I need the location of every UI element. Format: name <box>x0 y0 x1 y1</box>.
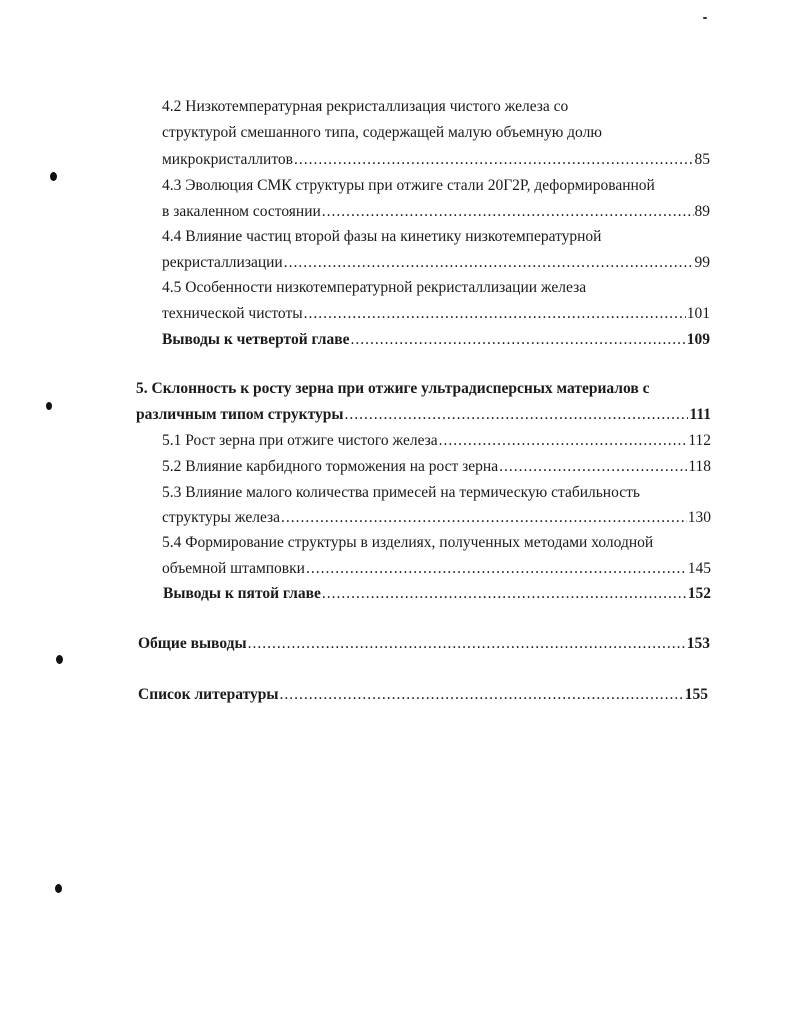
toc-page-number: 101 <box>686 305 710 322</box>
toc-entry-conclusions-4[interactable] <box>162 330 710 350</box>
toc-page-number: 145 <box>687 560 711 577</box>
toc-entry-4-2[interactable] <box>162 150 710 170</box>
dot-leader <box>439 431 688 451</box>
dot-leader <box>499 457 687 477</box>
toc-4-4-line1: 4.4 Влияние частиц второй фазы на кинетику низкотемпературной <box>162 228 602 245</box>
toc-chapter-5-line1: 5. Склонность к росту зерна при отжиге ультрадисперсных материалов с <box>136 380 650 397</box>
toc-entry-label: Список литературы <box>138 686 279 703</box>
toc-page-number: 99 <box>694 254 710 271</box>
binder-hole-mark <box>46 402 52 410</box>
toc-entry-5-4[interactable] <box>162 559 711 579</box>
toc-5-3-line1: 5.3 Влияние малого количества примесей на термическую стабильность <box>162 484 640 501</box>
toc-4-5-line1: 4.5 Особенности низкотемпературной рекристаллизации железа <box>162 279 587 296</box>
toc-entry-4-4[interactable] <box>162 253 710 273</box>
toc-entry-references[interactable] <box>138 685 708 705</box>
toc-entry-5-1[interactable] <box>162 431 711 451</box>
toc-entry-general-conclusions[interactable] <box>138 634 710 654</box>
dot-leader <box>306 559 687 579</box>
dot-leader <box>281 508 687 528</box>
dot-leader <box>344 405 688 425</box>
toc-entry-label: микрокристаллитов <box>162 151 293 168</box>
toc-entry-label: структуры железа <box>162 509 281 526</box>
toc-entry-label: 5.2 Влияние карбидного торможения на рост зерна <box>162 458 499 475</box>
toc-4-3-line1: 4.3 Эволюция СМК структуры при отжиге стали 20Г2Р, деформированной <box>162 177 655 194</box>
binder-hole-mark <box>55 884 62 893</box>
dot-leader <box>284 253 694 273</box>
dot-leader <box>248 634 686 654</box>
toc-page-number: 112 <box>688 432 711 449</box>
toc-page-number: 155 <box>684 686 708 703</box>
toc-entry-label: Общие выводы <box>138 635 247 652</box>
toc-4-2-line1: 4.2 Низкотемпературная рекристаллизация чистого железа со <box>162 98 569 115</box>
toc-entry-5-2[interactable] <box>162 457 711 477</box>
toc-5-4-line1: 5.4 Формирование структуры в изделиях, полученных методами холодной <box>162 534 654 551</box>
binder-hole-mark <box>56 655 63 664</box>
toc-page-number: 85 <box>694 151 710 168</box>
toc-page-number: 111 <box>689 406 711 423</box>
binder-hole-mark <box>50 172 57 181</box>
toc-entry-label: различным типом структуры <box>136 406 344 423</box>
toc-page-number: 118 <box>688 458 711 475</box>
toc-4-2-line2: структурой смешанного типа, содержащей малую объемную долю <box>162 124 602 141</box>
toc-page-number: 89 <box>694 203 710 220</box>
toc-page-number: 109 <box>686 331 710 348</box>
dot-leader <box>279 685 683 705</box>
scan-speck <box>703 17 707 19</box>
toc-entry-chapter-5[interactable] <box>136 405 711 425</box>
toc-entry-label: в закаленном состоянии <box>162 203 321 220</box>
toc-entry-5-3[interactable] <box>162 508 711 528</box>
toc-page-number: 130 <box>687 509 711 526</box>
toc-entry-label: 5.1 Рост зерна при отжиге чистого железа <box>162 432 438 449</box>
toc-page-number: 153 <box>686 635 710 652</box>
dot-leader <box>322 584 687 604</box>
toc-entry-label: рекристаллизации <box>162 254 283 271</box>
toc-entry-label: технической чистоты <box>162 305 303 322</box>
toc-entry-conclusions-5[interactable] <box>163 584 711 604</box>
dot-leader <box>294 150 694 170</box>
toc-entry-label: Выводы к пятой главе <box>163 585 321 602</box>
toc-entry-label: Выводы к четвертой главе <box>162 331 350 348</box>
dot-leader <box>304 304 686 324</box>
dot-leader <box>350 330 685 350</box>
toc-page-number: 152 <box>687 585 711 602</box>
toc-entry-4-5[interactable] <box>162 304 710 324</box>
toc-entry-label: объемной штамповки <box>162 560 305 577</box>
toc-entry-4-3[interactable] <box>162 202 710 222</box>
dot-leader <box>322 202 694 222</box>
